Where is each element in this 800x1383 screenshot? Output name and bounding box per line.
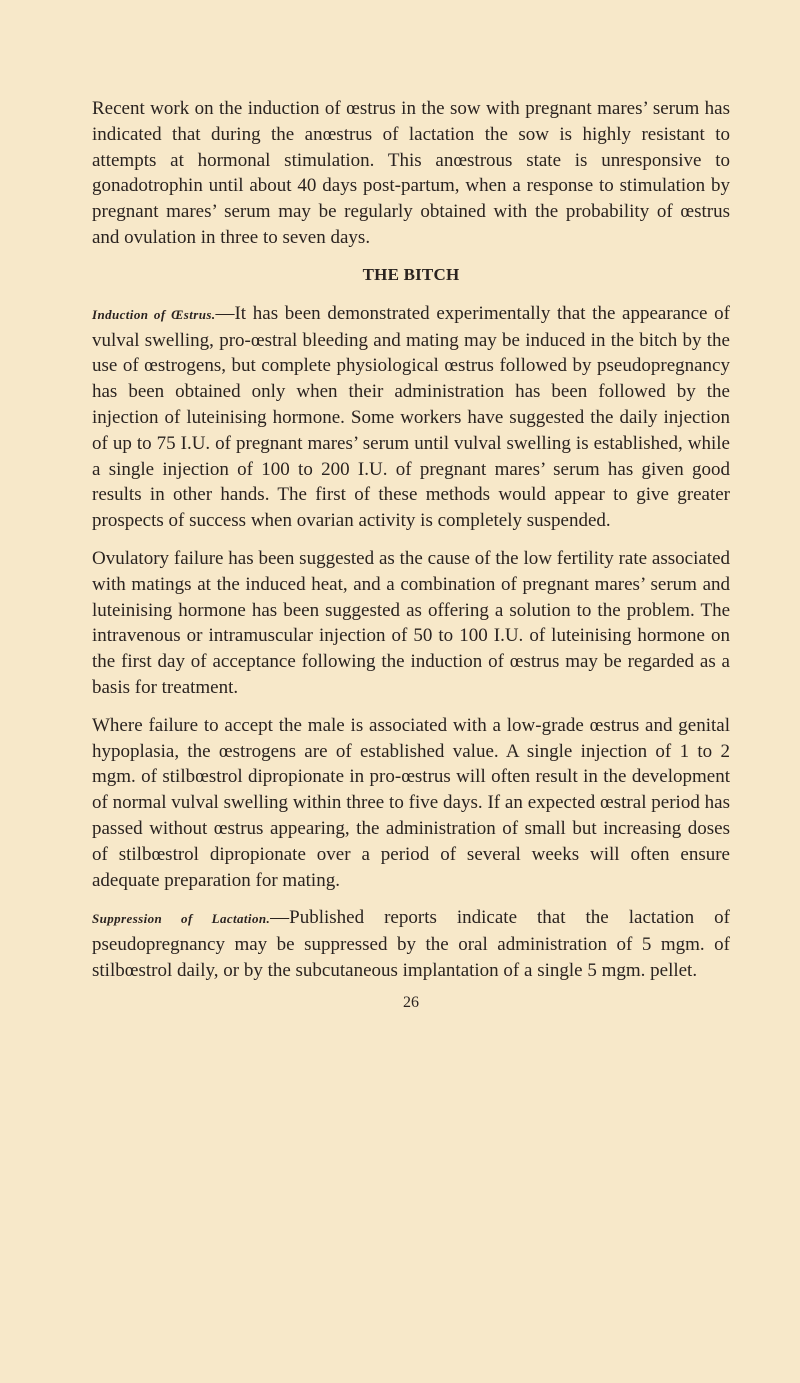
- failure-paragraph: Where failure to accept the male is associated with a low-grade œstrus and genital hypoplasia, the œstrogens are of established value. A single injection of 1 to 2 mgm. of stilbœstrol dipropionate in pro-œstrus will often result in the development of normal vulval swelling within three to five days. If an expected œstral period has passed without œstrus appearing, the administration of small but increasing doses of stilbœstrol dipropionate over a period of several weeks will often ensure adequate preparation for mating.: [92, 714, 730, 891]
- section-heading: THE BITCH: [362, 264, 460, 284]
- induction-run-in-heading: Induction of Œstrus.: [92, 306, 216, 322]
- ovulatory-paragraph: Ovulatory failure has been suggested as the cause of the low fertility rate associated with matings at the induced heat, and a combination of pregnant mares’ serum and luteinising hormone has been suggested as offering a solution to the problem. The intravenous or intramuscular injection of 50 to 100 I.U. of luteinising hormone on the first day of acceptance following the induction of œstrus may be regarded as a basis for treatment.: [92, 547, 730, 698]
- suppression-run-in-heading: Suppression of Lactation.: [92, 911, 271, 927]
- intro-paragraph: Recent work on the induction of œstrus in the sow with pregnant mares’ serum has indicated that during the anœstrus of lactation the sow is highly resistant to attempts at hormonal stimulation. This anœstrous state is unresponsive to gonadotrophin until about 40 days post-partum, when a response to stimulation by pregnant mares’ serum may be regularly obtained with the probability of œstrus and ovulation in three to seven days.: [92, 98, 730, 248]
- page-number: 26: [403, 993, 419, 1011]
- induction-paragraph: [92, 301, 730, 534]
- induction-text: —It has been demonstrated experimentally that the appearance of vulval swelling, pro-œstral bleeding and mating may be induced in the bitch by the use of œstrogens, but complete physiological œstrus followed by pseudopregnancy has been obtained only when their administration has been followed by the injection of luteinising hormone. Some workers have suggested the daily injection of up to 75 I.U. of pregnant mares’ serum until vulval swelling is established, while a single injection of 100 to 200 I.U. of pregnant mares’ serum has given good results in other hands. The first of these methods would appear to give greater prospects of success when ovarian activity is completely suspended.: [92, 302, 730, 532]
- document-page: [92, 96, 730, 1012]
- suppression-paragraph: [92, 905, 730, 983]
- suppression-text: —Published reports indicate that the lactation of pseudopregnancy may be suppressed by the oral administration of 5 mgm. of stilbœstrol daily, or by the subcutaneous implantation of a single 5 mgm. pellet.: [92, 907, 731, 981]
